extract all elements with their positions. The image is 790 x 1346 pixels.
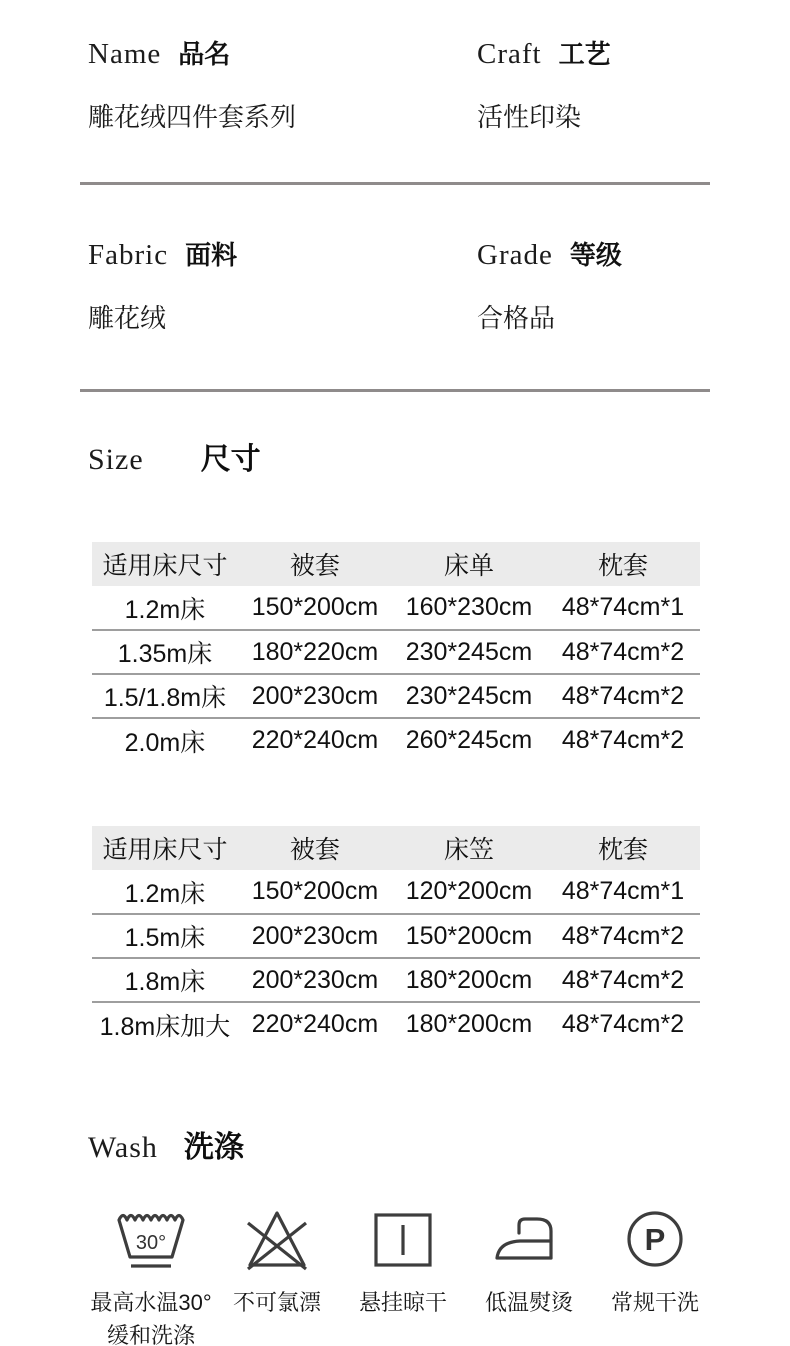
table-cell: 120*200cm [405, 877, 533, 905]
table-cell: 48*74cm*1 [561, 877, 685, 905]
care-label-line: 常规干洗 [610, 1290, 699, 1315]
care-item-iron-low [466, 1208, 592, 1346]
size-table-sheet [92, 542, 700, 762]
table-cell: 1.5/1.8m床 [103, 684, 227, 712]
table-header-cell: 被套 [289, 836, 340, 864]
care-item-no-bleach [214, 1208, 340, 1346]
table-cell: 150*200cm [251, 593, 379, 621]
spec-name [88, 34, 477, 134]
care-symbols-row [88, 1208, 718, 1346]
wash-heading-zh: 洗涤 [183, 1131, 244, 1164]
table-cell: 48*74cm*2 [561, 1010, 685, 1038]
care-label [611, 1286, 699, 1319]
table-cell: 200*230cm [251, 965, 379, 994]
size-heading-zh: 尺寸 [200, 443, 261, 476]
table-cell: 160*230cm [405, 593, 533, 621]
table-cell: 48*74cm*2 [561, 637, 685, 666]
wash-heading-en: Wash [88, 1131, 158, 1164]
table-header-row [92, 542, 700, 586]
dry-clean-icon [617, 1208, 693, 1272]
svg-text:30°: 30° [135, 1232, 167, 1254]
table-cell: 1.5m床 [124, 924, 206, 952]
size-section-heading [88, 434, 718, 478]
table-cell: 48*74cm*2 [561, 965, 685, 994]
table-cell: 1.35m床 [117, 640, 213, 668]
table-cell: 2.0m床 [124, 728, 206, 757]
table-cell: 1.8m床 [124, 968, 206, 996]
spec-fabric-value: 雕花绒 [88, 303, 167, 333]
table-header-cell: 床笠 [443, 836, 494, 864]
table-row [92, 630, 700, 674]
spec-row-1 [88, 34, 718, 134]
spec-fabric-label-en: Fabric [88, 239, 169, 271]
svg-text:P: P [644, 1222, 666, 1257]
spec-fabric-label-zh: 面料 [185, 240, 238, 270]
hang-dry-icon [365, 1208, 441, 1272]
size-table-fitted [92, 826, 700, 1046]
table-row [92, 674, 700, 718]
no-bleach-icon [239, 1208, 315, 1272]
table-row [92, 914, 700, 958]
table-cell: 150*200cm [251, 877, 379, 905]
table-row [92, 870, 700, 914]
care-label-line: 低温熨烫 [484, 1290, 573, 1315]
care-label-line: 悬挂晾干 [358, 1290, 447, 1315]
table-cell: 180*200cm [405, 1010, 533, 1038]
table-row [92, 958, 700, 1002]
spec-name-label-zh: 品名 [178, 39, 231, 69]
spec-craft [477, 34, 718, 134]
table-cell: 1.8m床加大 [99, 1012, 231, 1041]
spec-grade [477, 235, 718, 335]
care-label-line: 缓和洗涤 [106, 1323, 195, 1346]
table-cell: 220*240cm [251, 726, 379, 754]
table-cell: 220*240cm [251, 1010, 379, 1038]
spec-name-label-en: Name [88, 38, 162, 70]
spec-craft-label [477, 34, 718, 71]
spec-craft-label-zh: 工艺 [558, 39, 611, 69]
spec-craft-value: 活性印染 [477, 102, 582, 132]
care-item-dry-clean [592, 1208, 718, 1346]
table-row [92, 718, 700, 762]
table-cell: 1.2m床 [124, 595, 206, 624]
spec-name-label [88, 34, 477, 71]
wash-section-heading [88, 1122, 718, 1166]
spec-grade-label-en: Grade [477, 239, 553, 271]
table-cell: 48*74cm*2 [561, 921, 685, 950]
table-row [92, 1002, 700, 1046]
iron-low-icon [491, 1208, 567, 1272]
spec-row-2 [88, 235, 718, 335]
care-label [233, 1286, 321, 1319]
table-cell: 180*220cm [251, 637, 379, 666]
table-header-cell: 被套 [289, 552, 340, 580]
spec-grade-label-zh: 等级 [569, 240, 622, 270]
care-label-line: 最高水温30° [90, 1290, 212, 1315]
table-cell: 200*230cm [251, 921, 379, 950]
spec-fabric [88, 235, 477, 335]
spec-craft-label-en: Craft [477, 38, 542, 70]
size-heading-en: Size [88, 443, 144, 476]
care-label [485, 1286, 573, 1319]
spec-name-value: 雕花绒四件套系列 [88, 102, 297, 132]
table-header-cell: 枕套 [597, 552, 648, 580]
table-cell: 1.2m床 [124, 879, 206, 908]
table-cell: 260*245cm [405, 726, 533, 754]
care-label-line: 不可氯漂 [232, 1290, 321, 1315]
table-cell: 200*230cm [251, 681, 379, 710]
spec-grade-label [477, 235, 718, 272]
table-cell: 48*74cm*2 [561, 681, 685, 710]
care-item-wash-30 [88, 1208, 214, 1346]
section-divider [80, 389, 710, 392]
table-header-cell: 床单 [443, 552, 494, 580]
table-cell: 230*245cm [405, 637, 533, 666]
table-cell: 48*74cm*1 [561, 593, 685, 621]
table-cell: 150*200cm [405, 921, 533, 950]
table-cell: 180*200cm [405, 965, 533, 994]
care-item-hang-dry [340, 1208, 466, 1346]
care-label [359, 1286, 447, 1319]
table-cell: 230*245cm [405, 681, 533, 710]
table-header-row [92, 826, 700, 870]
table-cell: 48*74cm*2 [561, 726, 685, 754]
care-label [90, 1286, 211, 1346]
spec-grade-value: 合格品 [477, 303, 556, 333]
table-row [92, 586, 700, 630]
wash-30-icon [113, 1208, 189, 1272]
table-header-cell: 适用床尺寸 [102, 552, 228, 580]
section-divider [80, 182, 710, 185]
table-header-cell: 适用床尺寸 [102, 836, 228, 864]
spec-fabric-label [88, 235, 477, 272]
table-header-cell: 枕套 [597, 836, 648, 864]
